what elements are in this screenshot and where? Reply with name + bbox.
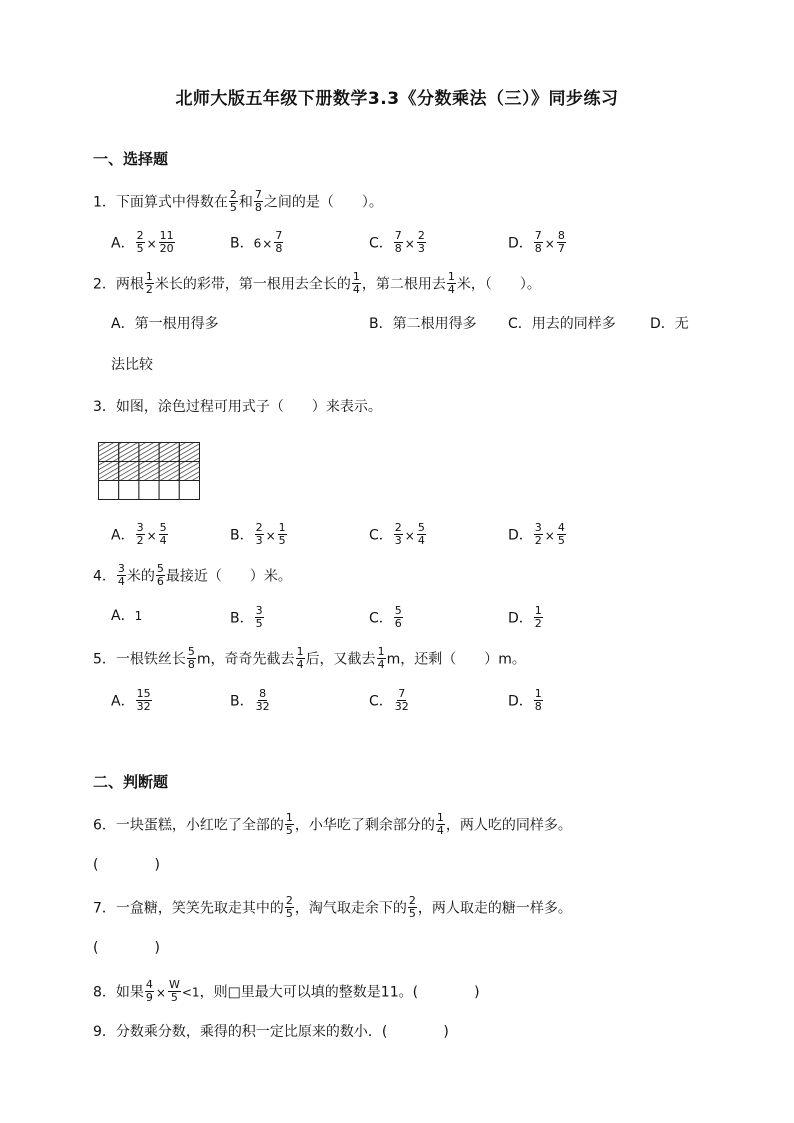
option-4d[interactable]: D． $\frac{1}{2}$ <box>508 604 542 630</box>
option-2b[interactable]: B．第二根用得多 <box>369 316 477 332</box>
grid-cell-empty <box>99 481 119 500</box>
grid-cell-shaded <box>139 443 159 462</box>
question-2: 2．两根 $\frac{1}{2}$ 米长的彩带，第一根用去全长的 $\frac{1}{4}$ ，第二根用去 $\frac{1}{4}$ 米，（ ）。 <box>93 270 541 296</box>
grid-cell-empty <box>179 481 199 500</box>
grid-cell-shaded <box>139 462 159 481</box>
question-text: 和 <box>238 194 253 211</box>
question-9: 9．分数乘分数，乘得的积一定比原来的数小．( ) <box>93 1024 449 1040</box>
option-5b[interactable]: B． $\frac{8}{32}$ <box>230 687 270 713</box>
option-1d[interactable]: D． $\frac{7}{8}$ × $\frac{8}{7}$ <box>508 229 565 255</box>
fraction: $\frac{2}{5}$ <box>229 188 237 214</box>
option-3b[interactable]: B． $\frac{2}{3}$ × $\frac{1}{5}$ <box>230 521 286 547</box>
fraction: $\frac{7}{8}$ <box>254 188 262 214</box>
option-1a[interactable]: A． $\frac{2}{5}$ × $\frac{11}{20}$ <box>111 229 174 255</box>
question-text: 1．下面算式中得数在 <box>93 194 228 211</box>
option-5d[interactable]: D． $\frac{1}{8}$ <box>508 687 542 713</box>
option-4a[interactable]: A．1 <box>111 608 143 624</box>
option-2c[interactable]: C．用去的同样多 <box>508 316 616 332</box>
option-5a[interactable]: A． $\frac{15}{32}$ <box>111 687 151 713</box>
option-1b[interactable]: B．6× $\frac{7}{8}$ <box>230 229 283 255</box>
option-4c[interactable]: C． $\frac{5}{6}$ <box>369 604 402 630</box>
shaded-grid-figure <box>98 442 200 500</box>
grid-cell-empty <box>139 481 159 500</box>
option-3a[interactable]: A． $\frac{3}{2}$ × $\frac{5}{4}$ <box>111 521 167 547</box>
section-heading-choice: 一、选择题 <box>93 150 169 168</box>
question-4: 4． $\frac{3}{4}$ 米的 $\frac{5}{6}$ 最接近（ ）米。 <box>93 562 292 588</box>
option-2d-continued: 法比较 <box>111 357 153 373</box>
option-4b[interactable]: B． $\frac{3}{5}$ <box>230 604 263 630</box>
option-5c[interactable]: C． $\frac{7}{32}$ <box>369 687 409 713</box>
grid-cell-shaded <box>99 443 119 462</box>
question-3: 3．如图，涂色过程可用式子（ ）来表示。 <box>93 399 382 415</box>
grid-cell-shaded <box>179 443 199 462</box>
option-2a[interactable]: A．第一根用得多 <box>111 316 219 332</box>
grid-cell-shaded <box>159 462 179 481</box>
option-1c[interactable]: C． $\frac{7}{8}$ × $\frac{2}{3}$ <box>369 229 425 255</box>
answer-blank-6[interactable]: ( ) <box>93 857 160 873</box>
question-1 <box>93 190 383 215</box>
grid-cell-shaded <box>119 462 139 481</box>
question-6: 6．一块蛋糕，小红吃了全部的 $\frac{1}{5}$ ，小华吃了剩余部分的 $\frac{1}{4}$ ，两人吃的同样多。 <box>93 811 572 837</box>
grid-cell-shaded <box>179 462 199 481</box>
grid-cell-shaded <box>119 443 139 462</box>
grid-cell-shaded <box>159 443 179 462</box>
question-8: 8．如果 $\frac{4}{9}$ × $\frac{W}{5}$ <1，则□里最大可以填的整数是11。( ) <box>93 978 480 1004</box>
option-3d[interactable]: D． $\frac{3}{2}$ × $\frac{4}{5}$ <box>508 521 565 547</box>
question-7: 7．一盒糖，笑笑先取走其中的 $\frac{2}{5}$ ，淘气取走余下的 $\frac{2}{5}$ ，两人取走的糖一样多。 <box>93 894 572 920</box>
answer-blank-7[interactable]: ( ) <box>93 940 160 956</box>
question-text: 之间的是（ ）。 <box>263 194 383 211</box>
grid-cell-empty <box>119 481 139 500</box>
question-5: 5．一根铁丝长 $\frac{5}{8}$ m，奇奇先截去 $\frac{1}{4}$ 后，又截去 $\frac{1}{4}$ m，还剩（ ）m。 <box>93 645 526 671</box>
option-2d[interactable]: D．无 <box>650 316 689 332</box>
grid-cell-shaded <box>99 462 119 481</box>
section-heading-judgement: 二、判断题 <box>93 773 169 791</box>
grid-cell-empty <box>159 481 179 500</box>
page-title: 北师大版五年级下册数学3.3《分数乘法（三）》同步练习 <box>175 89 619 109</box>
option-3c[interactable]: C． $\frac{2}{3}$ × $\frac{5}{4}$ <box>369 521 425 547</box>
